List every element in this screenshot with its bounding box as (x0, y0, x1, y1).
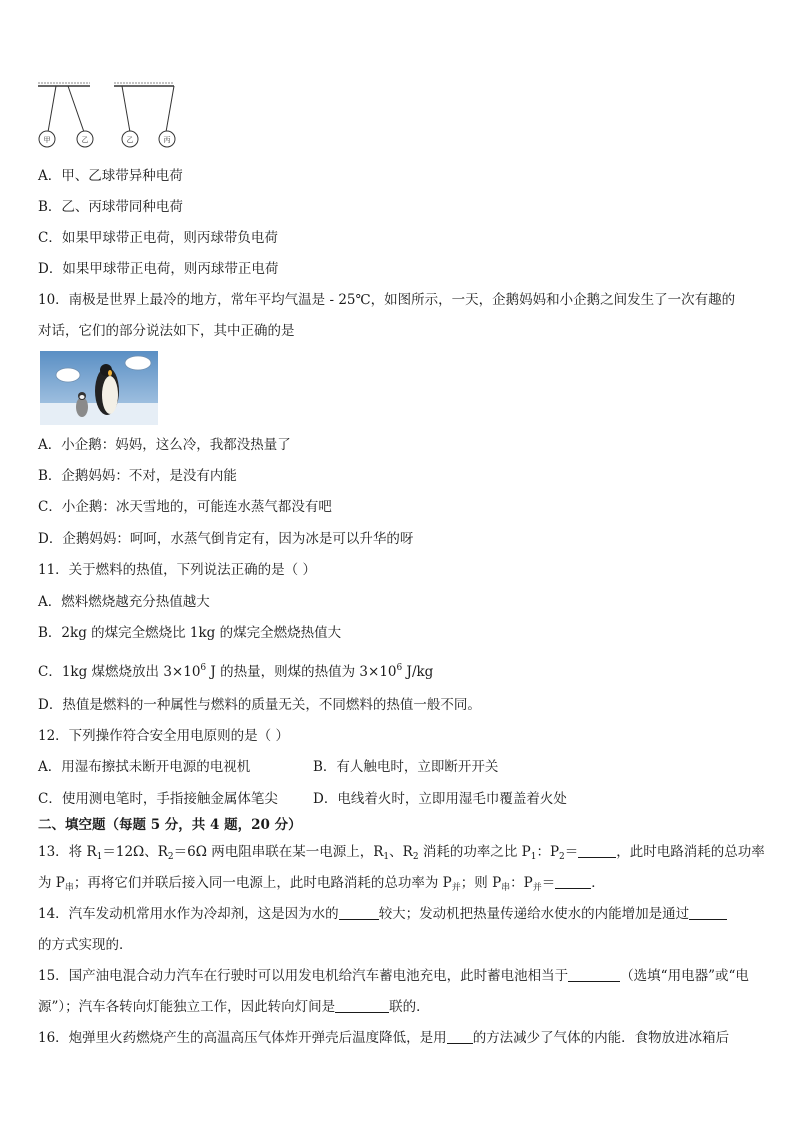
hanging-balls-figure (34, 80, 184, 150)
q13-subscript: 2 (167, 852, 174, 862)
q13-subscript: 并 (532, 883, 542, 893)
q14-answer-blank-2[interactable] (689, 905, 727, 920)
q13-text: ；则 P (460, 875, 502, 891)
q14-line1 (38, 905, 727, 923)
q13-text: 13．将 R (38, 844, 97, 860)
q13-subscript: 1 (96, 852, 103, 862)
q14-line2: 的方式实现的． (38, 937, 133, 953)
q15-line1 (38, 967, 749, 985)
q13-subscript: 2 (559, 852, 565, 862)
q14-text: 14．汽车发动机常用水作为冷却剂，这是因为水的 (38, 906, 339, 922)
q10-option-b: B．企鹅妈妈：不对，是没有内能 (38, 468, 237, 484)
q13-text: 为 P (38, 875, 65, 891)
q13-text: ：P (536, 844, 560, 860)
q15-line2 (38, 998, 430, 1016)
q13-subscript: 并 (451, 883, 461, 893)
q11-option-b: B．2kg 的煤完全燃烧比 1kg 的煤完全燃烧热值大 (38, 625, 342, 641)
q10-stem-line2: 对话，它们的部分说法如下，其中正确的是 (38, 323, 295, 339)
q11-option-d: D．热值是燃料的一种属性与燃料的质量无关，不同燃料的热值一般不同。 (38, 697, 481, 713)
q13-subscript: 1 (383, 852, 390, 862)
q13-subscript: 1 (530, 852, 537, 862)
q11-option-c-part1: C．1kg 煤燃烧放出 3×10 (38, 664, 201, 680)
q13-text: ：P (510, 875, 533, 891)
q13-text: 消耗的功率之比 P (418, 844, 531, 860)
q9-option-c: C．如果甲球带正电荷，则丙球带负电荷 (38, 230, 278, 246)
q14-answer-blank-1[interactable] (339, 905, 379, 920)
q11-option-c-exp1: 6 (200, 663, 207, 673)
section-2-heading: 二、填空题（每题 5 分，共 4 题，20 分） (38, 817, 302, 833)
q13-subscript: 串 (64, 883, 74, 893)
q11-stem: 11．关于燃料的热值，下列说法正确的是（ ） (38, 562, 316, 578)
q11-option-c-part3: J/kg (402, 664, 434, 680)
q13-subscript: 2 (412, 852, 419, 862)
q13-text: ＝12Ω、R (102, 844, 168, 860)
q10-stem-line1: 10．南极是世界上最冷的地方，常年平均气温是 - 25℃，如图所示，一天，企鹅妈妈和小企鹅之间发生了一次有趣的 (38, 292, 736, 308)
penguin-image (40, 351, 158, 425)
q13-subscript: 串 (501, 883, 511, 893)
ball-label-yi-2: 乙 (126, 136, 134, 144)
q15-answer-blank-1[interactable] (568, 967, 620, 982)
q9-option-d: D．如果甲球带正电荷，则丙球带正电荷 (38, 261, 279, 277)
ball-label-yi: 乙 (81, 136, 89, 144)
q13-answer-blank-2[interactable] (555, 874, 591, 889)
q15-text: 联的． (389, 999, 430, 1015)
q13-text: ＝ (564, 844, 579, 860)
q15-text: 源”）；汽车各转向灯能独立工作，因此转向灯间是 (38, 999, 336, 1015)
q14-text: 较大；发动机把热量传递给水使水的内能增加是通过 (378, 906, 690, 922)
q10-option-d: D．企鹅妈妈：呵呵，水蒸气倒肯定有，因为冰是可以升华的呀 (38, 531, 414, 547)
q11-option-a: A．燃料燃烧越充分热值越大 (38, 594, 210, 610)
q15-text: 15．国产油电混合动力汽车在行驶时可以用发电机给汽车蓄电池充电，此时蓄电池相当于 (38, 968, 569, 984)
q13-text: ；再将它们并联后接入同一电源上，此时电路消耗的总功率为 P (73, 875, 452, 891)
q13-answer-blank-1[interactable] (578, 843, 616, 858)
q15-text: （选填“用电器”或“电 (620, 968, 749, 984)
q13-text: ． (591, 875, 605, 891)
q13-line1 (38, 843, 765, 866)
q12-stem: 12．下列操作符合安全用电原则的是（ ） (38, 728, 289, 744)
q12-option-b: B．有人触电时，立即断开开关 (313, 759, 499, 775)
q11-option-c-part2: J 的热量，则煤的热值为 3×10 (206, 664, 397, 680)
q13-text: ，此时电路消耗的总功率 (616, 844, 765, 860)
q13-line2 (38, 874, 605, 897)
q15-answer-blank-2[interactable] (335, 998, 389, 1013)
q10-option-c: C．小企鹅：冰天雪地的，可能连水蒸气都没有吧 (38, 499, 332, 515)
q16-text: 的方法减少了气体的内能．食物放进冰箱后 (472, 1030, 730, 1046)
q16-answer-blank-1[interactable] (447, 1029, 473, 1044)
q10-option-a: A．小企鹅：妈妈，这么冷，我都没热量了 (38, 437, 291, 453)
q13-text: 、R (389, 844, 413, 860)
q16-text: 16．炮弹里火药燃烧产生的高温高压气体炸开弹壳后温度降低，是用 (38, 1030, 447, 1046)
q9-option-b: B．乙、丙球带同种电荷 (38, 199, 183, 215)
q12-option-c: C．使用测电笔时，手指接触金属体笔尖 (38, 791, 278, 807)
q13-text: ＝6Ω 两电阻串联在某一电源上，R (173, 844, 384, 860)
q16-line1 (38, 1029, 729, 1047)
ball-label-jia: 甲 (43, 136, 51, 144)
q9-option-a: A．甲、乙球带异种电荷 (38, 168, 183, 184)
q11-option-c-exp2: 6 (396, 663, 403, 673)
ball-label-bing: 丙 (163, 136, 171, 144)
q13-text: ＝ (541, 875, 556, 891)
q12-option-d: D．电线着火时，立即用湿毛巾覆盖着火处 (313, 791, 567, 807)
q11-option-c (38, 659, 433, 681)
q12-option-a: A．用湿布擦拭未断开电源的电视机 (38, 759, 251, 775)
